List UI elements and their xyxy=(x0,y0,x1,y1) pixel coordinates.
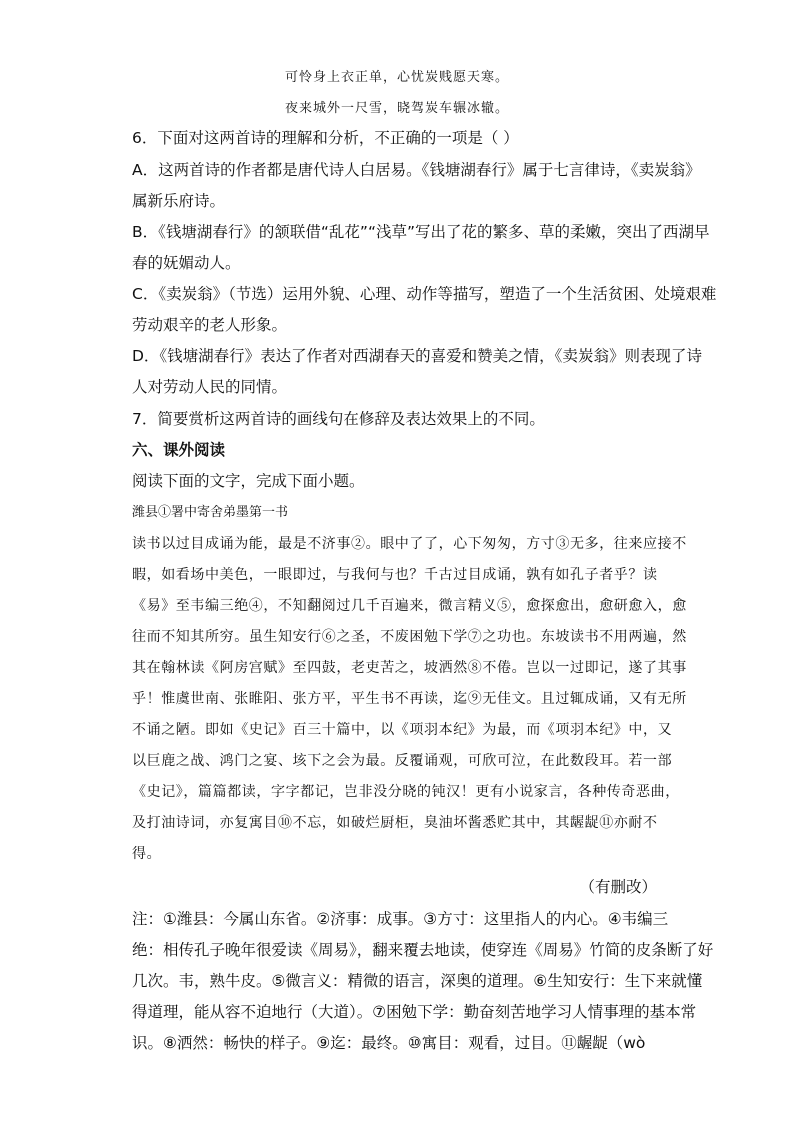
passage-line: 不诵之陋。即如《史记》百三十篇中，以《项羽本纪》为最，而《项羽本纪》中，又 xyxy=(132,722,673,738)
passage-line: 得。 xyxy=(132,846,162,862)
poem-line-1: 可怜身上衣正单，心忧炭贱愿天寒。 xyxy=(284,70,509,85)
option-c-line-1: C．《卖炭翁》（节选）运用外貌、心理、动作等描写，塑造了一个生活贫困、处境艰难 xyxy=(132,285,717,303)
option-b-line-2: 春的妩媚动人。 xyxy=(132,254,241,272)
passage-line: 《易》至韦编三绝④，不知翻阅过几千百遍来，微言精义⑤，愈探愈出，愈研愈入，愈 xyxy=(132,598,687,614)
notes-line: 几次。韦，熟牛皮。⑤微言义：精微的语言，深奥的道理。⑥生知安行：生下来就懂 xyxy=(132,972,703,990)
notes-line: 识。⑧洒然：畅快的样子。⑨迄：最终。⑩寓目：观看，过目。⑪龌龊（wò xyxy=(132,1034,646,1052)
passage-title: 潍县①署中寄舍弟墨第一书 xyxy=(132,505,289,520)
passage-line: 往而不知其所穷。虽生知安行⑥之圣，不废困勉下学⑦之功也。东坡读书不用两遍，然 xyxy=(132,629,687,645)
notes-line: 绝：相传孔子晚年很爱读《周易》，翻来覆去地读，使穿连《周易》竹简的皮条断了好 xyxy=(132,941,714,959)
option-a-line-2: 属新乐府诗。 xyxy=(132,192,226,210)
question-6-stem: 6．下面对这两首诗的理解和分析，不正确的一项是（ ） xyxy=(132,129,519,147)
source-note: （有删改） xyxy=(579,878,657,896)
option-d-line-1: D．《钱塘湖春行》表达了作者对西湖春天的喜爱和赞美之情，《卖炭翁》则表现了诗 xyxy=(132,347,702,365)
option-b-line-1: B．《钱塘湖春行》的颔联借“乱花”“浅草”写出了花的繁多、草的柔嫩，突出了西湖早 xyxy=(132,223,710,241)
passage-line: 乎！惟虞世南、张睢阳、张方平，平生书不再读，迄⑨无佳文。且过辄成诵，又有无所 xyxy=(132,691,687,707)
passage-line: 其在翰林读《阿房宫赋》至四鼓，老吏苦之，坡洒然⑧不倦。岂以一过即记，遂了其事 xyxy=(132,660,687,676)
passage-line: 《史记》，篇篇都读，字字都记，岂非没分晓的钝汉！更有小说家言，各种传奇恶曲， xyxy=(132,784,680,800)
notes-line: 得道理，能从容不迫地行（大道）。⑦困勉下学：勤奋刻苦地学习人情事理的基本常 xyxy=(132,1003,697,1021)
option-c-line-2: 劳动艰辛的老人形象。 xyxy=(132,316,288,334)
section-heading: 六、课外阅读 xyxy=(132,441,226,459)
passage-line: 读书以过目成诵为能，最是不济事②。眼中了了，心下匆匆，方寸③无多，往来应接不 xyxy=(132,536,687,552)
option-a-line-1: A．这两首诗的作者都是唐代诗人白居易。《钱塘湖春行》属于七言律诗，《卖炭翁》 xyxy=(132,161,701,179)
question-7: 7．简要赏析这两首诗的画线句在修辞及表达效果上的不同。 xyxy=(132,410,545,428)
notes-line: 注：①潍县：今属山东省。②济事：成事。③方寸：这里指人的内心。④韦编三 xyxy=(132,910,669,928)
poem-line-2: 夜来城外一尺雪，晓驾炭车辗冰辙。 xyxy=(284,101,509,116)
passage-line: 以巨鹿之战、鸿门之宴、垓下之会为最。反覆诵观，可欣可泣，在此数段耳。若一部 xyxy=(132,753,673,769)
option-d-line-2: 人对劳动人民的同情。 xyxy=(132,378,288,396)
reading-instruction: 阅读下面的文字，完成下面小题。 xyxy=(132,472,365,490)
passage-line: 暇，如看场中美色，一眼即过，与我何与也？千古过目成诵，孰有如孔子者乎？读 xyxy=(132,567,658,583)
passage-line: 及打油诗词，亦复寓目⑩不忘，如破烂厨柜，臭油坏酱悉贮其中，其龌龊⑪亦耐不 xyxy=(132,815,658,831)
